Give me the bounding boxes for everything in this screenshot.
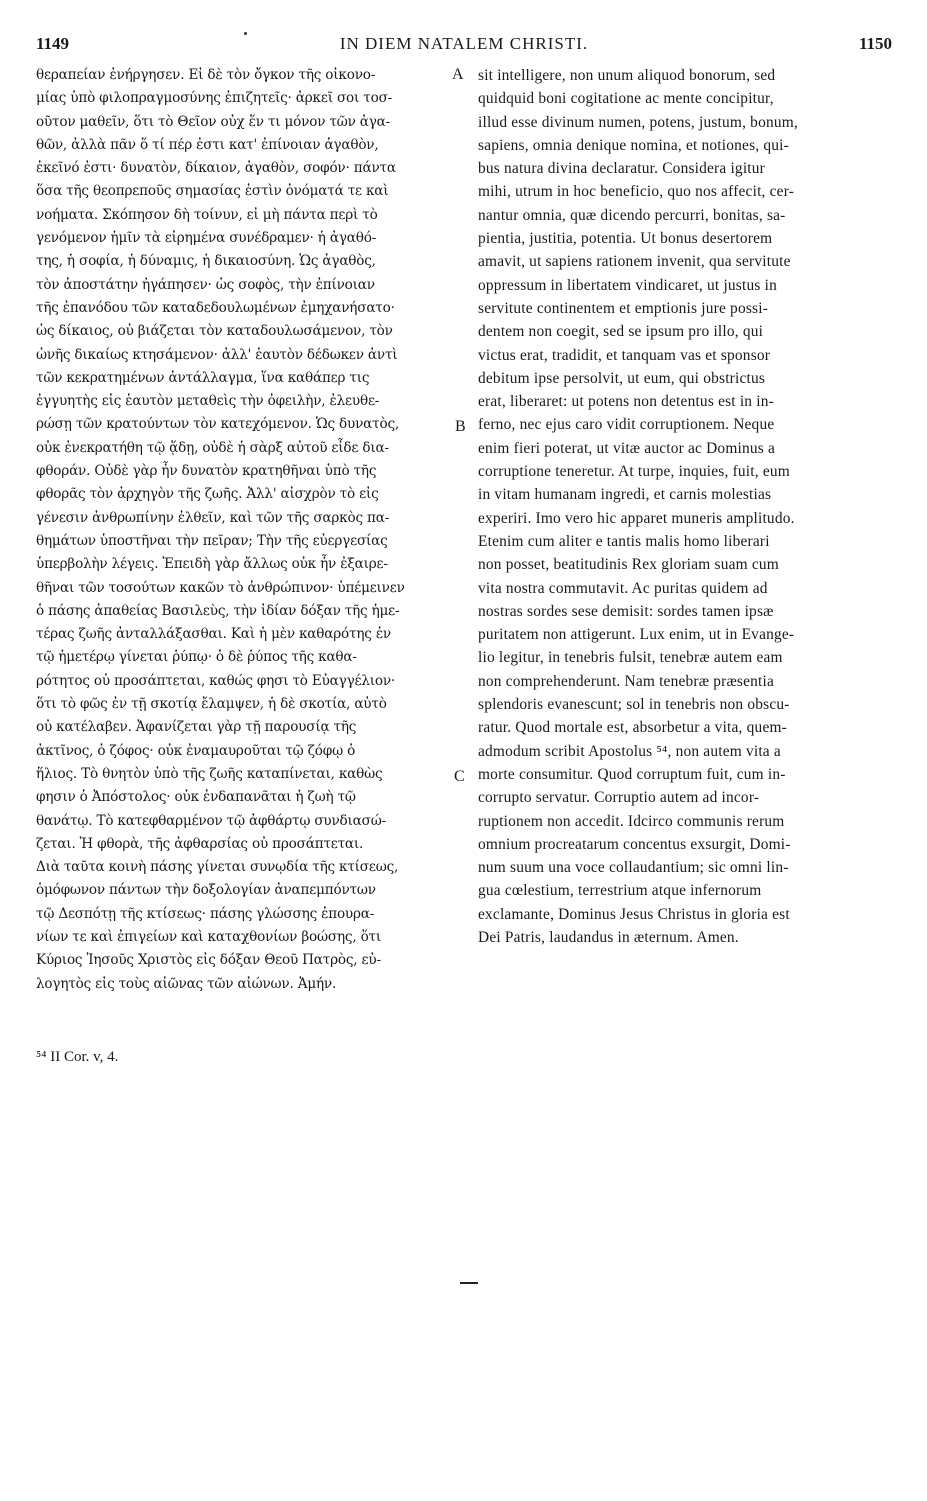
greek-text-line: ἀκτῖνος, ὁ ζόφος· οὐκ ἐναμαυροῦται τῷ ζόφῳ ὁ — [36, 742, 356, 759]
latin-text-line: Etenim cum aliter e tantis malis homo liberari — [478, 532, 770, 550]
greek-text-line: τῷ ἡμετέρῳ γίνεται ῥύπῳ· ὁ δὲ ῥύπος τῆς καθα- — [36, 649, 357, 666]
greek-text-line: νίων τε καὶ ἐπιγείων καὶ καταχθονίων βοώσης, ὅτι — [36, 928, 382, 945]
latin-text-line: lio legitur, in tenebris fulsit, tenebræ autem eam — [478, 649, 783, 667]
greek-text-line: ρώσῃ τῶν κρατούντων τὸν κατεχόμενον. Ὡς δυνατὸς, — [36, 416, 399, 433]
latin-text-line: debitum ipse persolvit, ut eum, qui obstrictus — [478, 369, 766, 387]
latin-text-line: sit intelligere, non unum aliquod bonorum, sed — [478, 67, 776, 84]
greek-text-line: οὐ κατέλαβεν. Ἀφανίζεται γὰρ τῇ παρουσίᾳ τῆς — [36, 719, 357, 736]
latin-text-line: morte consumitur. Quod corruptum fuit, cum in- — [478, 765, 786, 783]
latin-text-line: servitute continentem et emptionis jure possi- — [478, 299, 769, 317]
latin-text-line: oppressum in libertatem vindicaret, ut justus in — [478, 276, 777, 294]
latin-text-line: pientia, justitia, potentia. Ut bonus desertorem — [478, 230, 773, 248]
greek-text-line: φησιν ὁ Ἀπόστολος· οὐκ ἐνδαπανᾶται ἡ ζωὴ τῷ — [36, 789, 356, 806]
latin-text-line: quidquid boni cogitatione ac mente concipitur, — [478, 90, 774, 108]
greek-text-line: γενόμενον ἡμῖν τὰ εἰρημένα συνέδραμεν· ἡ ἀγαθό- — [36, 230, 377, 247]
latin-text-line: Dei Patris, laudandus in æternum. Amen. — [478, 928, 739, 946]
greek-text-line: ὁμόφωνον πάντων τὴν δοξολογίαν ἀναπεμπόντων — [36, 882, 376, 899]
latin-text-line: ruptionem non accedit. Idcirco communis rerum — [478, 812, 785, 830]
latin-text-line: splendoris evanescunt; sol in tenebris non obscu- — [478, 696, 790, 714]
margin-letter-c: C — [454, 768, 465, 785]
greek-text-line: ὅσα τῆς θεοπρεποῦς σημασίας ἐστὶν ὀνόματά τε καὶ — [36, 183, 389, 200]
greek-text-line: φθορᾶς τὸν ἀρχηγὸν τῆς ζωῆς. Ἀλλ' αἰσχρὸν τὸ εἰς — [36, 486, 379, 503]
latin-text-line: puritatem non attigerunt. Lux enim, ut in Evange- — [478, 626, 795, 644]
greek-text-line: ζεται. Ἡ φθορὰ, τῆς ἀφθαρσίας οὐ προσάπτεται. — [36, 835, 364, 852]
latin-text-line: corruptione teneretur. At turpe, inquies, fuit, eum — [478, 463, 790, 481]
greek-text-line: λογητὸς εἰς τοὺς αἰῶνας τῶν αἰώνων. Ἀμήν. — [36, 975, 337, 992]
latin-text-line: corrupto servatur. Corruptio autem ad incor- — [478, 789, 760, 807]
greek-text-line: γένεσιν ἀνθρωπίνην ἐλθεῖν, καὶ τῶν τῆς σαρκὸς πα- — [36, 509, 390, 526]
latin-text-line: ferno, nec ejus caro vidit corruptionem. Neque — [478, 416, 775, 434]
footnote: ⁵⁴ II Cor. v, 4. — [36, 1049, 119, 1065]
latin-text-line: illud esse divinum numen, potens, justum, bonum, — [478, 113, 798, 131]
latin-text-line: exclamante, Dominus Jesus Christus in gloria est — [478, 905, 790, 923]
greek-text-line: θανάτῳ. Τὸ κατεφθαρμένον τῷ ἀφθάρτῳ συνδιασώ- — [36, 812, 387, 829]
greek-text-line: Κύριος Ἰησοῦς Χριστὸς εἰς δόξαν Θεοῦ Πατρὸς, εὐ- — [36, 952, 381, 969]
greek-text-line: ρότητος οὐ προσάπτεται, καθώς φησι τὸ Εὐαγγέλιον· — [36, 672, 396, 689]
greek-text-line: μίας ὑπὸ φιλοπραγμοσύνης ἐπιζητεῖς· ἀρκεῖ σοι τοσ- — [36, 90, 393, 107]
margin-letter-b: B — [455, 418, 466, 435]
greek-text-line: ἐκεῖνό ἐστι· δυνατὸν, δίκαιον, ἀγαθὸν, σοφόν· πάντα — [36, 160, 396, 177]
end-rule — [460, 1282, 478, 1284]
greek-text-line: ὑπερβολὴν λέγεις. Ἐπειδὴ γὰρ ἄλλως οὐκ ἦν ἐξαιρε- — [36, 556, 388, 573]
greek-text-line: τῷ Δεσπότῃ τῆς κτίσεως· πάσης γλώσσης ἐπουρα- — [36, 905, 375, 922]
greek-text-line: θεραπείαν ἐνήργησεν. Εἰ δὲ τὸν ὄγκον τῆς οἰκονο- — [36, 67, 376, 83]
greek-text-line: ὠνῆς δικαίως κτησάμενον· ἀλλ' ἑαυτὸν δέδωκεν ἀντὶ — [36, 346, 398, 363]
latin-text-line: victus erat, tradidit, et tanquam vas et sponsor — [478, 346, 771, 364]
greek-text-line: οὐκ ἐνεκρατήθη τῷ ᾅδῃ, οὐδὲ ἡ σὰρξ αὐτοῦ εἶδε δια- — [36, 439, 389, 456]
latin-text-line: ratur. Quod mortale est, absorbetur a vita, quem- — [478, 719, 787, 737]
latin-text-line: in vitam humanam ingredi, et carnis molestias — [478, 486, 772, 504]
latin-text-line: sapiens, omnia denique nomina, et notiones, qui- — [478, 136, 789, 154]
running-header — [36, 34, 892, 58]
latin-text-line: non comprehenderunt. Nam tenebræ præsentia — [478, 672, 775, 690]
latin-text-line: bus natura divina declaratur. Considera igitur — [478, 160, 766, 178]
latin-text-line: amavit, ut sapiens rationem invenit, qua servitute — [478, 253, 791, 271]
greek-text-line: ἥλιος. Τὸ θνητὸν ὑπὸ τῆς ζωῆς καταπίνεται, καθὼς — [36, 765, 383, 782]
latin-column — [478, 64, 892, 949]
greek-text-line: ὅτι τὸ φῶς ἐν τῇ σκοτίᾳ ἔλαμψεν, ἡ δὲ σκοτία, αὐτὸ — [36, 696, 387, 713]
greek-text-line: τέρας ζωῆς ἀνταλλάξασθαι. Καὶ ἡ μὲν καθαρότης ἐν — [36, 626, 391, 643]
greek-column — [36, 64, 448, 996]
margin-letter-a: A — [452, 66, 464, 83]
greek-text-line: θῆναι τῶν τοσούτων κακῶν τὸ ἀνθρώπινον· ὑπέμεινεν — [36, 579, 405, 596]
latin-text-line: gua cœlestium, terrestrium atque infernorum — [478, 882, 762, 900]
greek-text-line: θῶν, ἀλλὰ πᾶν ὅ τί πέρ ἐστι κατ' ἐπίνοιαν ἀγαθὸν, — [36, 136, 379, 153]
latin-text-line: experiri. Imo vero hic apparet muneris amplitudo. — [478, 509, 795, 527]
greek-text-line: θημάτων ὑποστῆναι τὴν πεῖραν; Τὴν τῆς εὐεργεσίας — [36, 532, 388, 549]
latin-text-line: num suum una voce collaudantium; sic omni lin- — [478, 859, 789, 877]
running-title: IN DIEM NATALEM CHRISTI. — [339, 34, 589, 53]
left-page-number: 1149 — [36, 34, 70, 53]
latin-text-line: admodum scribit Apostolus ⁵⁴, non autem vita a — [478, 742, 781, 760]
greek-text-line: φθοράν. Οὐδὲ γὰρ ἦν δυνατὸν κρατηθῆναι ὑπὸ τῆς — [36, 463, 377, 480]
greek-text-line: οῦτον μαθεῖν, ὅτι τὸ Θεῖον οὐχ ἕν τι μόνον τῶν ἀγα- — [36, 113, 391, 130]
latin-text-line: non posset, beatitudinis Rex gloriam suam cum — [478, 556, 779, 574]
greek-text-line: τὸν ἀποστάτην ἠγάπησεν· ὡς σοφὸς, τὴν ἐπίνοιαν — [36, 276, 375, 293]
greek-text-line: τῆς ἐπανόδου τῶν καταδεδουλωμένων ἐμηχανήσατο· — [36, 299, 395, 316]
latin-text-line: nostras sordes sese demisit: sordes tamen ipsæ — [478, 602, 774, 620]
greek-text-line: νοήματα. Σκόπησον δὴ τοίνυν, εἰ μὴ πάντα περὶ τὸ — [36, 206, 378, 223]
latin-text-line: omnium procreatarum concentus exsurgit, Domi- — [478, 835, 791, 853]
greek-text-line: ἐγγυητὴς εἰς ἑαυτὸν μεταθεὶς τὴν ὀφειλὴν, ἐλευθε- — [36, 393, 380, 410]
greek-text-line: ὁ πάσης ἀπαθείας Βασιλεὺς, τὴν ἰδίαν δόξαν τῆς ἡμε- — [36, 602, 400, 619]
latin-text-line: dentem non coegit, sed se ipsum pro illo, qui — [478, 323, 764, 341]
greek-text-line: τῶν κεκρατημένων ἀντάλλαγμα, ἵνα καθάπερ τις — [36, 369, 370, 386]
latin-text-line: mihi, utrum in hoc beneficio, quo nos affecit, cer- — [478, 183, 795, 201]
latin-text-line: enim fieri poterat, ut vitæ auctor ac Dominus a — [478, 439, 776, 457]
greek-text-line: ὡς δίκαιος, οὐ βιάζεται τὸν καταδουλωσάμενον, τὸν — [36, 323, 393, 340]
latin-text-line: nantur omnia, quæ dicendo percurri, bonitas, sa- — [478, 206, 786, 224]
latin-text-line: erat, liberaret: ut potens non detentus est in in- — [478, 393, 774, 411]
latin-text-line: vita nostra commutavit. Ac puritas quidem ad — [478, 579, 768, 597]
greek-text-line: Διὰ ταῦτα κοινὴ πάσης γίνεται συνῳδία τῆς κτίσεως, — [36, 859, 399, 876]
greek-text-line: της, ἡ σοφία, ἡ δύναμις, ἡ δικαιοσύνη. Ὡς ἀγαθὸς, — [36, 253, 376, 270]
right-page-number: 1150 — [858, 34, 892, 53]
